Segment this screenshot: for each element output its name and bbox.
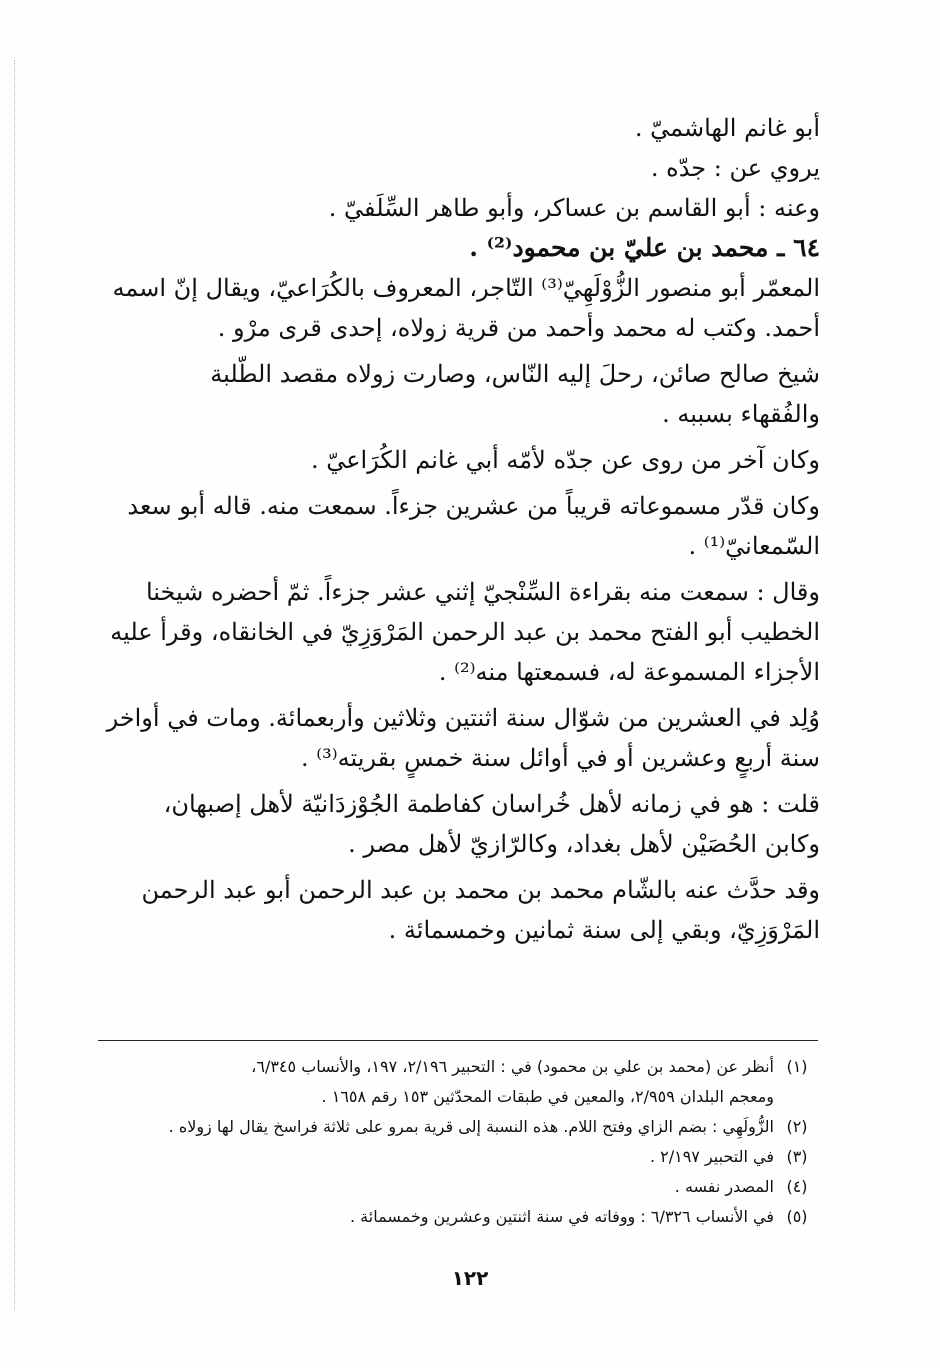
footnote-2 bbox=[98, 1112, 820, 1142]
footnote-5 bbox=[98, 1202, 820, 1232]
footnote-text: في الأنساب ٦/٣٢٦ : ووفاته في سنة اثنتين وعشرين وخمسمائة . bbox=[350, 1207, 774, 1226]
footnote-1 bbox=[98, 1052, 820, 1082]
footnote-number: (٥) bbox=[786, 1207, 808, 1226]
text-line: الأجزاء المسموعة له، فسمعتها منه⁽²⁾ . bbox=[438, 658, 820, 686]
text-line: سنة أربعٍ وعشرين أو في أوائل سنة خمسٍ بقريته⁽³⁾ . bbox=[300, 744, 820, 772]
text-line: وعنه : أبو القاسم بن عساكر، وأبو طاهر السِّلَفيّ . bbox=[328, 194, 820, 222]
page-edge-mark bbox=[14, 60, 16, 1310]
main-text bbox=[102, 108, 820, 950]
text-line: وكابن الحُصَيْن لأهل بغداد، وكالرّازيّ لأهل مصر . bbox=[348, 830, 820, 858]
footnote-number: (٤) bbox=[786, 1177, 808, 1196]
footnote-3 bbox=[98, 1142, 820, 1172]
text-line: والفُقهاء بسببه . bbox=[662, 400, 820, 428]
text-line: يروي عن : جدّه . bbox=[650, 154, 820, 182]
text-line: السّمعانيّ⁽¹⁾ . bbox=[688, 532, 820, 560]
text-line: قلت : هو في زمانه لأهل خُراسان كفاطمة الجُوْزدَانيّة لأهل إصبهان، bbox=[163, 790, 820, 818]
text-line: وكان آخر من روى عن جدّه لأمّه أبي غانم الكُرَاعيّ . bbox=[310, 446, 820, 474]
footnotes bbox=[98, 1052, 820, 1232]
text-line: المعمّر أبو منصور الزُّوْلَهِيّ⁽³⁾ التّاجر، المعروف بالكُرَاعيّ، ويقال إنّ اسمه bbox=[112, 274, 820, 302]
text-line: وُلِد في العشرين من شوّال سنة اثنتين وثلاثين وأربعمائة. ومات في أواخر bbox=[106, 704, 820, 732]
footnote-number: (٣) bbox=[786, 1147, 808, 1166]
footnote-4 bbox=[98, 1172, 820, 1202]
page-number: ١٢٢ bbox=[451, 1266, 489, 1290]
entry-heading: ٦٤ ـ محمد بن عليّ بن محمود⁽²⁾ . bbox=[469, 233, 820, 262]
text-line: أبو غانم الهاشميّ . bbox=[634, 114, 820, 142]
footnote-number: (٢) bbox=[786, 1117, 808, 1136]
footnote-text: الزُّولَهِي : بضم الزاي وفتح اللام. هذه النسبة إلى قرية بمرو على ثلاثة فراسخ يقال لها زولاه . bbox=[168, 1117, 774, 1136]
text-line: شيخ صالح صائن، رحلَ إليه النّاس، وصارت زولاه مقصد الطّلبة bbox=[210, 360, 820, 388]
text-line: المَرْوَزِيّ، وبقي إلى سنة ثمانين وخمسمائة . bbox=[388, 916, 820, 944]
footnote-continuation: ومعجم البلدان ٢/٩٥٩، والمعين في طبقات المحدّثين ١٥٣ رقم ١٦٥٨ . bbox=[321, 1087, 774, 1106]
footnote-text: أنظر عن (محمد بن علي بن محمود) في : التحبير ٢/١٩٦، ١٩٧، والأنساب ٦/٣٤٥، bbox=[251, 1057, 774, 1076]
footnote-text: المصدر نفسه . bbox=[674, 1177, 774, 1196]
text-line: وقد حدَّث عنه بالشّام محمد بن محمد بن عبد الرحمن أبو عبد الرحمن bbox=[141, 876, 820, 904]
footnote-text: في التحبير ٢/١٩٧ . bbox=[649, 1147, 774, 1166]
text-line: الخطيب أبو الفتح محمد بن عبد الرحمن المَرْوَزِيّ في الخانقاه، وقرأ عليه bbox=[110, 618, 820, 646]
text-line: وكان قدّر مسموعاته قريباً من عشرين جزءاً. سمعت منه. قاله أبو سعد bbox=[127, 492, 820, 520]
text-line: وقال : سمعت منه بقراءة السِّنْجيّ إثني عشر جزءاً. ثمّ أحضره شيخنا bbox=[145, 578, 820, 606]
text-line: أحمد. وكتب له محمد وأحمد من قرية زولاه، إحدى قرى مرْو . bbox=[217, 314, 820, 342]
footnote-number: (١) bbox=[786, 1057, 808, 1076]
footnote-separator bbox=[98, 1040, 818, 1041]
